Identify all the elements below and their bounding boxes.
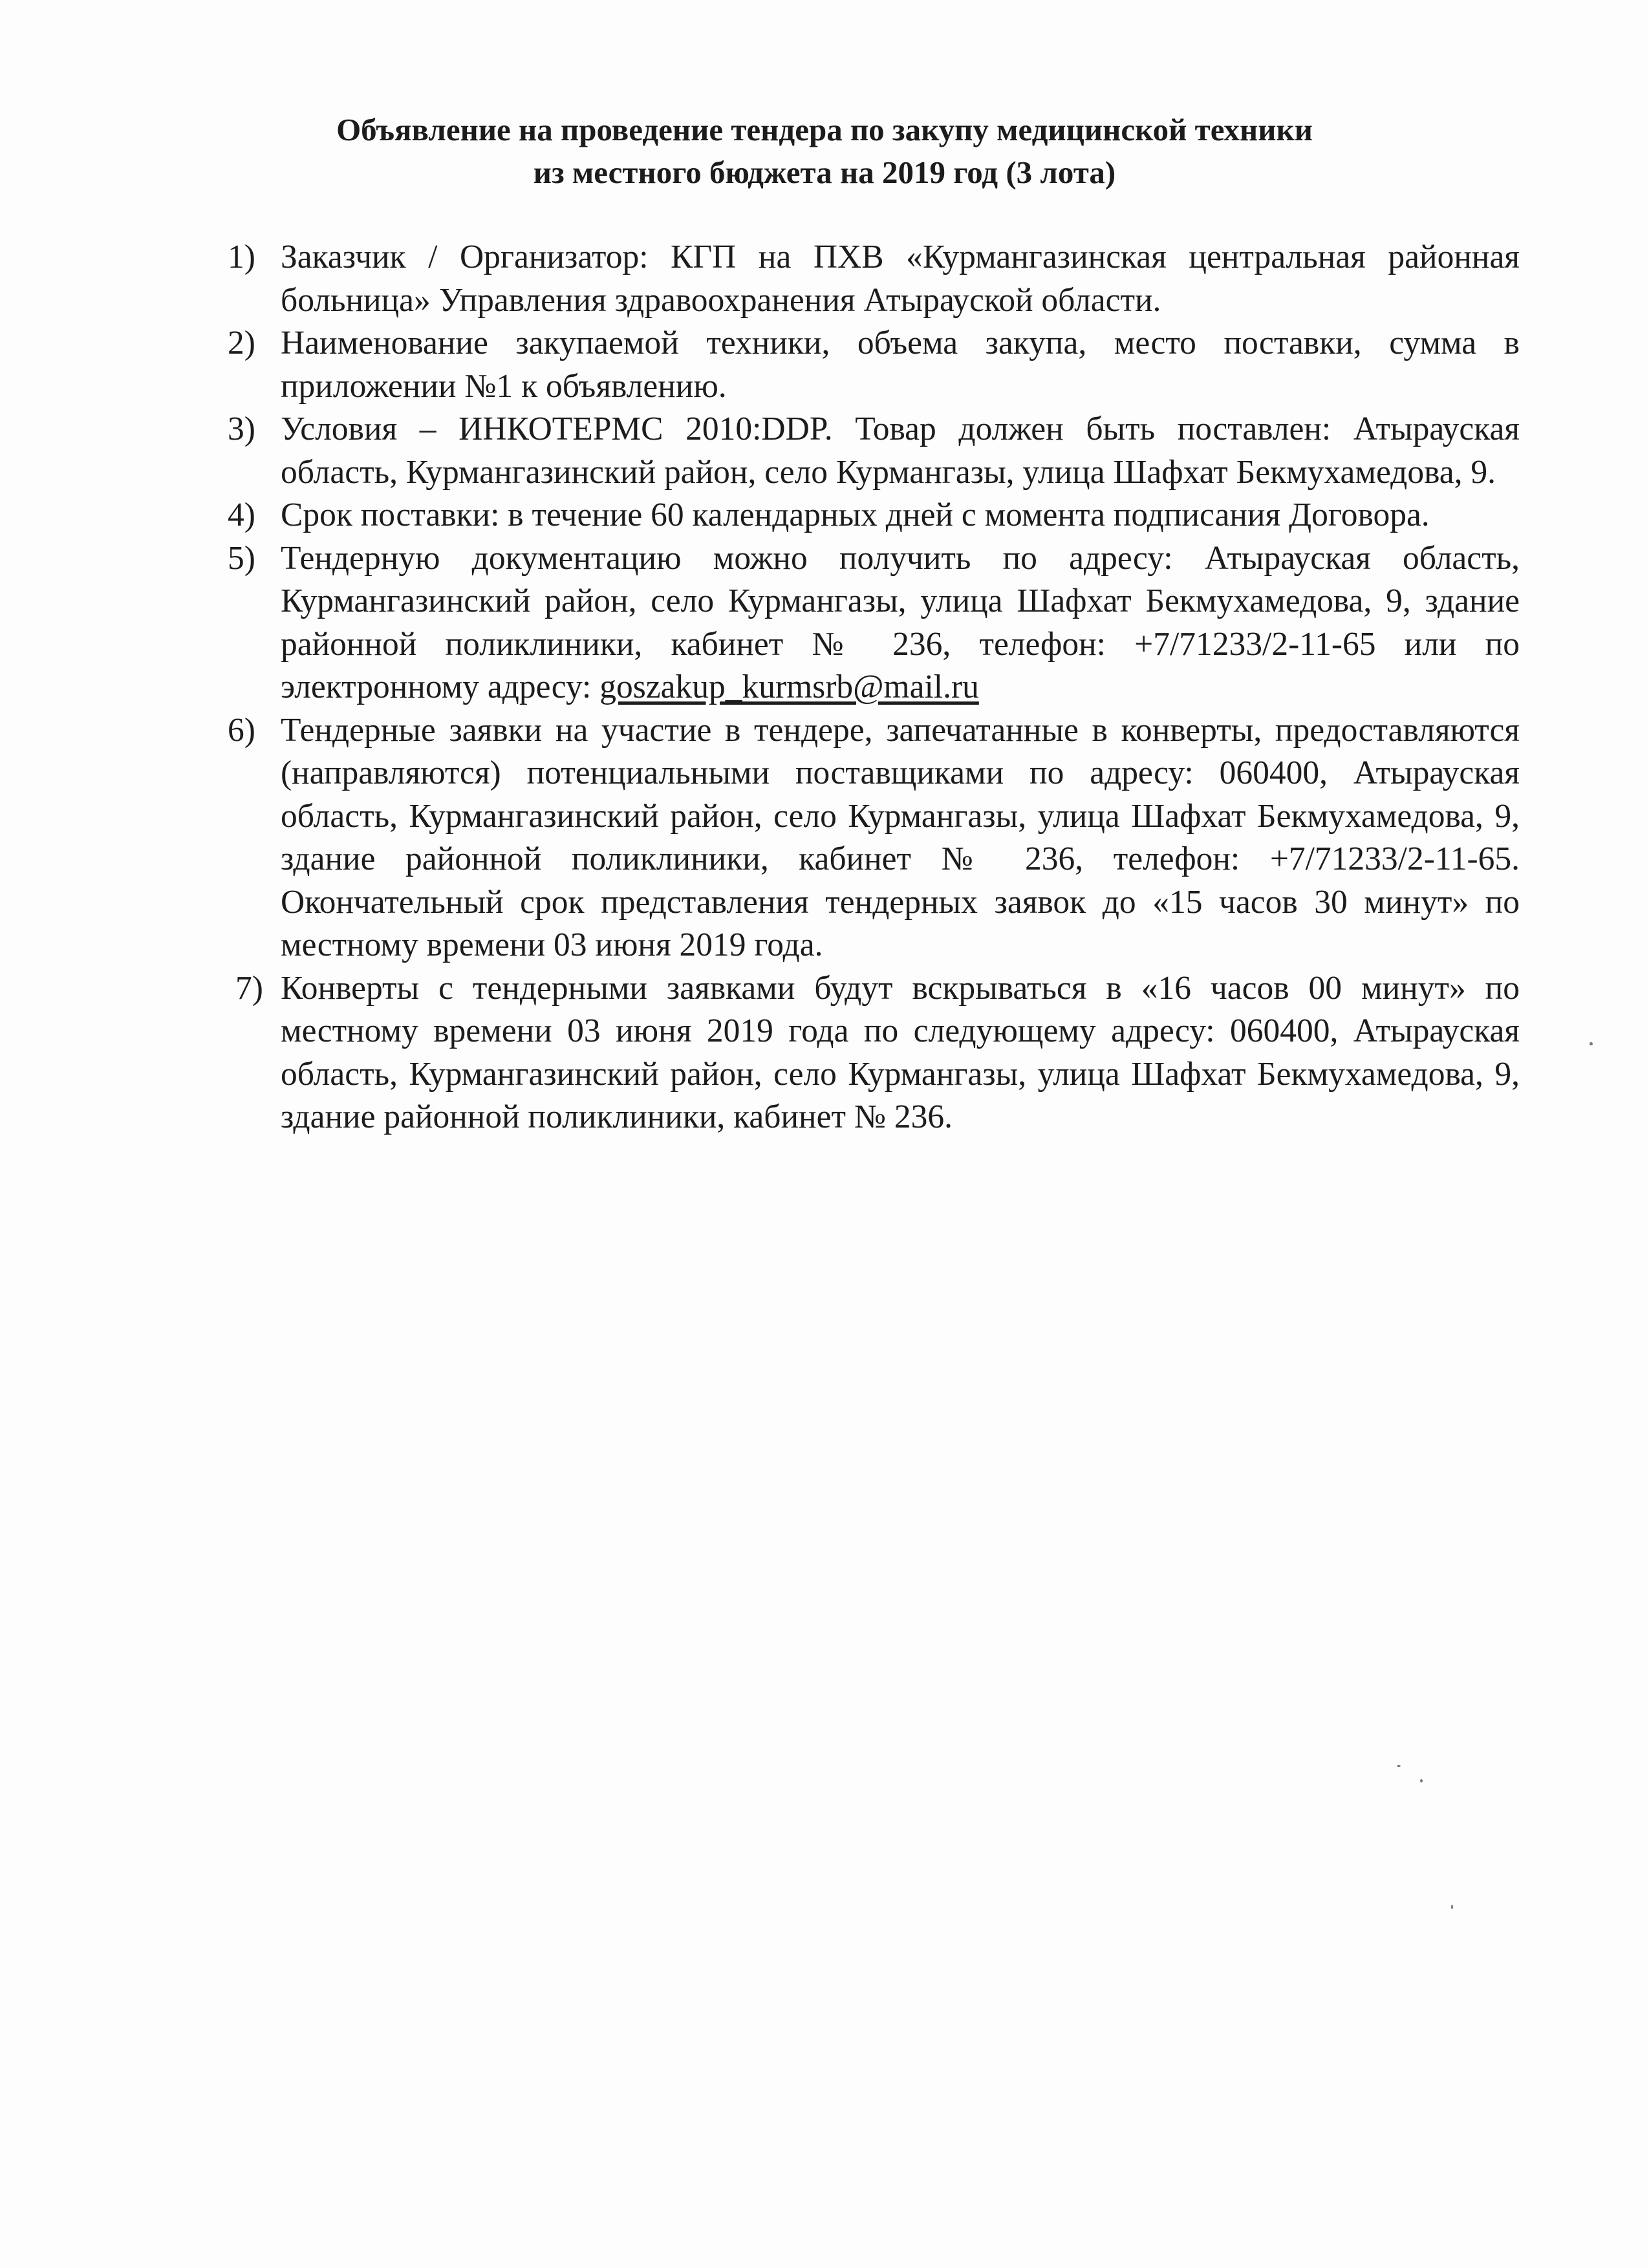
item-number: 2) — [228, 325, 255, 361]
scan-speck — [1397, 1765, 1401, 1767]
item-text: Наименование закупаемой техники, объема закупа, место поставки, сумма в приложении №1 к объявлению. — [281, 325, 1520, 405]
list-item — [213, 322, 1520, 408]
item-text: Тендерную документацию можно получить по адресу: Атырауская область, Курмангазинский район, село Курмангазы, улица Шафхат Бекмухамедова, 9, здание районной поликлиники, кабинет № 236, телефон: +7/71233/2-11-65 или по электронному адресу: — [281, 539, 1520, 705]
item-text: Срок поставки: в течение 60 календарных дней с момента подписания Договора. — [281, 497, 1430, 533]
item-number: 5) — [228, 539, 255, 577]
item-text: Конверты с тендерными заявками будут вскрываться в «16 часов 00 минут» по местному времени 03 июня 2019 года по следующему адресу: 060400, Атырауская область, Курмангазинский район, село Курмангазы, улица Шафхат Бекмухамедова, 9, здание районной поликлиники, кабинет № 236. — [281, 969, 1520, 1135]
email-link[interactable]: goszakup_kurmsrb@mail.ru — [599, 669, 979, 705]
list-item — [213, 537, 1520, 709]
item-text: Заказчик / Организатор: КГП на ПХВ «Курмангазинская центральная районная больница» Управления здравоохранения Атырауской области. — [281, 239, 1520, 319]
document-title — [213, 109, 1436, 194]
list-item — [213, 967, 1520, 1139]
item-number: 7) — [235, 969, 263, 1007]
item-number: 3) — [228, 411, 255, 447]
item-text: Условия – ИНКОТЕРМС 2010:DDP. Товар должен быть поставлен: Атырауская область, Курмангазинский район, село Курмангазы, улица Шафхат Бекмухамедова, 9. — [281, 411, 1520, 491]
title-line-1: Объявление на проведение тендера по закупу медицинской техники — [336, 112, 1313, 147]
list-item — [213, 408, 1520, 494]
item-number: 1) — [228, 239, 255, 275]
scan-speck — [1451, 1905, 1453, 1909]
list-item — [213, 494, 1520, 537]
title-line-2: из местного бюджета на 2019 год (3 лота) — [533, 155, 1116, 190]
item-text: Тендерные заявки на участие в тендере, запечатанные в конверты, предоставляются (направляются) потенциальными поставщиками по адресу: 060400, Атырауская область, Курмангазинский район, село Курмангазы, улица Шафхат Бекмухамедова, 9, здание районной поликлиники, кабинет № 236, телефон: +7/71233/2-11-65. Окончательный срок представления тендерных заявок до «15 часов 30 минут» по местному времени 03 июня 2019 года. — [281, 711, 1520, 963]
list-item — [213, 709, 1520, 967]
item-number: 6) — [228, 711, 255, 749]
scan-speck — [1420, 1779, 1423, 1782]
scan-speck — [1590, 1042, 1593, 1045]
list-item — [213, 236, 1520, 322]
item-number: 4) — [228, 497, 255, 533]
announcement-list — [213, 236, 1520, 1139]
